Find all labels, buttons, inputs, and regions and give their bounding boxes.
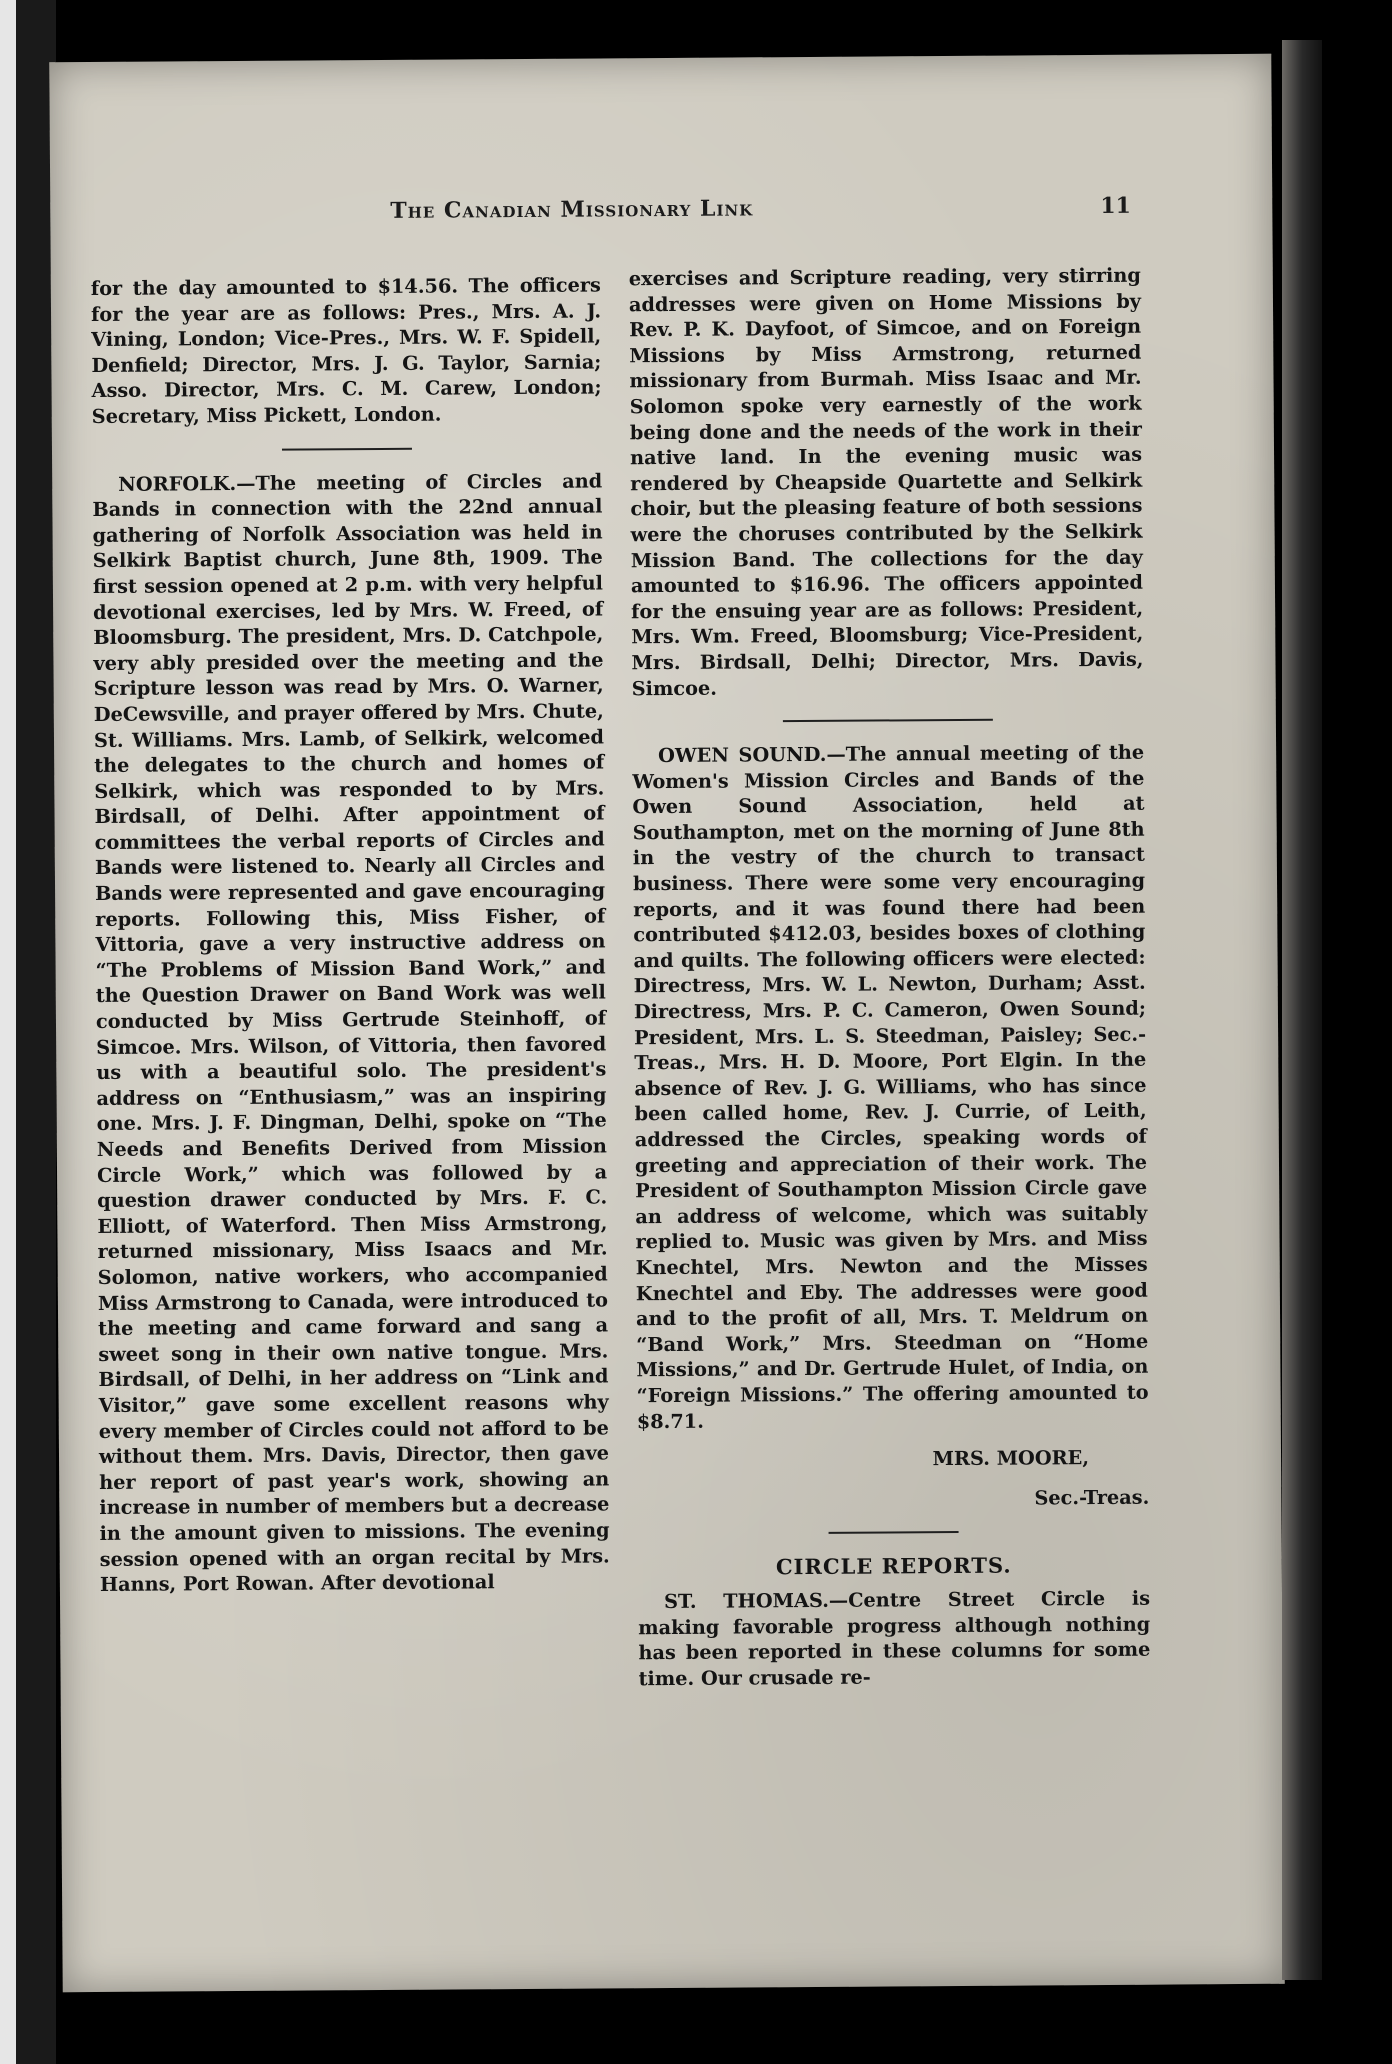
paragraph-norfolk: NORFOLK.—The meeting of Circles and Bands in connection with the 22nd annual gathering of Norfolk Association was held in Selkirk Baptist church, June 8th, 1909. The first session opened at 2 p.m. with very helpful devotional exercises, led by Mrs. W. Freed, of Bloomsburg. The president, Mrs. D. Catchpole, very ably presided over the meeting and the Scripture lesson was read by Mrs. O. Warner, DeCewsville, and prayer offered by Mrs. Chute, St. Williams. Mrs. Lamb, of Selkirk, welcomed the delegates to the church and homes of Selkirk, which was responded to by Mrs. Birdsall, of Delhi. After appointment of committees the verbal reports of Circles and Bands were listened to. Nearly all Circles and Bands were represented and gave encouraging reports. Following this, Miss Fisher, of Vittoria, gave a very instructive address on “The Problems of Mission Band Work,” and the Question Drawer on Band Work was well conducted by Miss Gertrude Steinhoff, of Simcoe. Mrs. Wilson, of Vittoria, then favored us with a beautiful solo. The president's address on “Enthusiasm,” was an inspiring one. Mrs. J. F. Dingman, Delhi, spoke on “The Needs and Benefits Derived from Mission Circle Work,” which was followed by a question drawer conducted by Mrs. F. C. Elliott, of Waterford. Then Miss Armstrong, returned missionary, Miss Isaacs and Mr. Solomon, native workers, who accompanied Miss Armstrong to Canada, were introduced to the meeting and came forward and sang a sweet song in their own native tongue. Mrs. Birdsall, of Delhi, in her address on “Link and Visitor,” gave some excellent reasons why every member of Circles could not afford to be without them. Mrs. Davis, Director, then gave her report of past year's work, showing an increase in number of members but a decrease in the amount given to missions. The evening session opened with an organ recital by Mrs. Hanns, Port Rowan. After devotional — [92, 469, 610, 1597]
paragraph-owen-sound: OWEN SOUND.—The annual meeting of the Women's Mission Circles and Bands of the Owen Sound Association, held at Southampton, met on the morning of June 8th in the vestry of the church to transact business. There were some very encouraging reports, and it was found there had been contributed $412.03, besides boxes of clothing and quilts. The following officers were elected: Directress, Mrs. W. L. Newton, Durham; Asst. Directress, Mrs. P. C. Cameron, Owen Sound; President, Mrs. L. S. Steedman, Paisley; Sec.-Treas., Mrs. H. D. Moore, Port Elgin. In the absence of Rev. J. G. Williams, who has since been called home, Rev. J. Currie, of Leith, addressed the Circles, speaking words of greeting and appreciation of their work. The President of Southampton Mission Circle gave an address of welcome, which was suitably replied to. Music was given by Mrs. and Miss Knechtel, Mrs. Newton and the Misses Knechtel and Eby. The addresses were good and to the profit of all, Mrs. T. Meldrum on “Band Work,” Mrs. Steedman on “Home Missions,” and Dr. Gertrude Hulet, of India, on “Foreign Missions.” The offering amounted to $8.71. — [632, 740, 1149, 1433]
scan-left-shadow — [16, 0, 56, 2064]
page-header — [50, 192, 1272, 241]
paragraph-norfolk-continued: exercises and Scripture reading, very stirring addresses were given on Home Missions by Rev. P. K. Dayfoot, of Simcoe, and on Foreign Missions by Miss Armstrong, returned missionary from Burmah. Miss Isaac and Mr. Solomon spoke very earnestly of the work being done and the needs of the work in their native land. In the evening music was rendered by Cheapside Quartette and Selkirk choir, but the pleasing feature of both sessions were the choruses contributed by the Selkirk Mission Band. The collections for the day amounted to $16.96. The officers appointed for the ensuing year are as follows: President, Mrs. Wm. Freed, Bloomsburg; Vice-President, Mrs. Birdsall, Delhi; Director, Mrs. Davis, Simcoe. — [628, 263, 1144, 700]
left-column — [91, 272, 610, 1597]
right-column — [629, 263, 1151, 1692]
scan-left-margin — [0, 0, 16, 2064]
magazine-page — [49, 54, 1284, 1992]
section-divider — [829, 1531, 959, 1534]
page-spine-edge — [1282, 40, 1322, 1980]
signature-name: MRS. MOORE, — [932, 1446, 1090, 1471]
paragraph-st-thomas: ST. THOMAS.—Centre Street Circle is making favorable progress although nothing has been reported in these columns for some time. Our crusade re- — [638, 1586, 1151, 1690]
running-title: The Canadian Missionary Link — [390, 195, 754, 224]
signature-title: Sec.-Treas. — [1034, 1485, 1150, 1510]
section-title-circle-reports: CIRCLE REPORTS. — [775, 1552, 1012, 1580]
section-divider — [282, 447, 412, 450]
section-divider — [783, 719, 993, 722]
paragraph-london-officers: for the day amounted to $14.56. The officers for the year are as follows: Pres., Mrs. A. J. Vining, London; Vice-Pres., Mrs. W. F. Spidell, Denfield; Director, Mrs. J. G. Taylor, Sarnia; Asso. Director, Mrs. C. M. Carew, London; Secretary, Miss Pickett, London. — [90, 273, 602, 428]
page-number: 11 — [1100, 192, 1132, 219]
